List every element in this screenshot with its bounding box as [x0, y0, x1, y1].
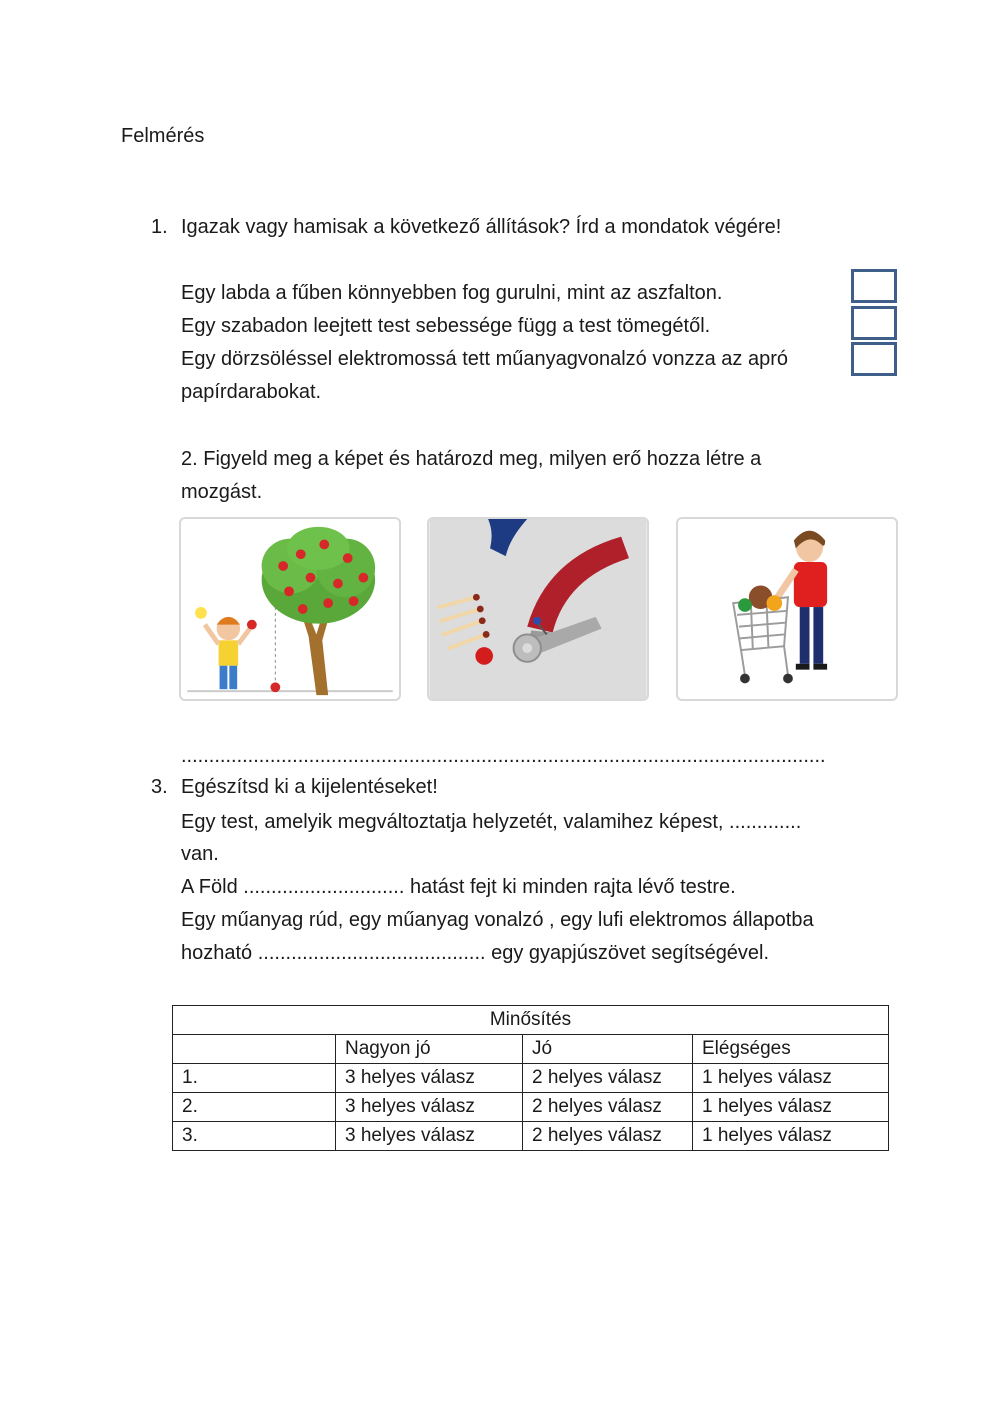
grading-table: [172, 1005, 889, 1151]
q3-number: 3.: [151, 776, 168, 798]
child-pushing-cart-picture: [676, 517, 898, 701]
q3-line-4: Egy műanyag rúd, egy műanyag vonalzó , egy lufi elektromos állapotba: [181, 909, 814, 931]
q1-statement-3-cont: papírdarabokat.: [181, 381, 322, 403]
answer-box-2[interactable]: [851, 306, 897, 340]
q3-line-5: hozható ......................................... egy gyapjúszövet segítségével.: [181, 942, 770, 964]
q1-number: 1.: [151, 216, 168, 238]
table-cell: 2 helyes válasz: [523, 1122, 693, 1151]
table-cell: 3 helyes válasz: [336, 1122, 523, 1151]
grading-header-cell: Nagyon jó: [336, 1035, 523, 1064]
table-cell: 1 helyes válasz: [693, 1093, 889, 1122]
table-cell: 3 helyes válasz: [336, 1064, 523, 1093]
q3-prompt: Egészítsd ki a kijelentéseket!: [181, 776, 438, 798]
table-cell: 2 helyes válasz: [523, 1093, 693, 1122]
q2-prompt-line1: 2. Figyeld meg a képet és határozd meg, milyen erő hozza létre a: [181, 448, 762, 470]
grading-header-cell: Jó: [523, 1035, 693, 1064]
table-cell: 1 helyes válasz: [693, 1064, 889, 1093]
answer-box-3[interactable]: [851, 342, 897, 376]
table-cell: 1.: [173, 1064, 336, 1093]
magnet-attraction-picture: [427, 517, 649, 701]
table-cell: 3 helyes válasz: [336, 1093, 523, 1122]
table-cell: 1 helyes válasz: [693, 1122, 889, 1151]
answer-box-1[interactable]: [851, 269, 897, 303]
q3-line-1: Egy test, amelyik megváltoztatja helyzetét, valamihez képest, .............: [181, 811, 802, 833]
grading-title: Minősítés: [173, 1006, 889, 1035]
grading-header-cell: [173, 1035, 336, 1064]
grading-header-cell: Elégséges: [693, 1035, 889, 1064]
table-row: [173, 1093, 889, 1122]
q1-statement-1: Egy labda a fűben könnyebben fog gurulni, mint az aszfalton.: [181, 282, 723, 304]
q2-answer-line[interactable]: ....................................................................................................................: [181, 745, 826, 767]
table-cell: 3.: [173, 1122, 336, 1151]
q1-prompt: Igazak vagy hamisak a következő állítások? Írd a mondatok végére!: [181, 216, 782, 238]
grading-header-row: [173, 1035, 889, 1064]
table-row: [173, 1122, 889, 1151]
grading-title-row: [173, 1006, 889, 1035]
q1-statement-2: Egy szabadon leejtett test sebessége függ a test tömegétől.: [181, 315, 711, 337]
q3-line-2: van.: [181, 843, 219, 865]
table-cell: 2 helyes válasz: [523, 1064, 693, 1093]
q1-statement-3: Egy dörzsöléssel elektromossá tett műanyagvonalzó vonzza az apró: [181, 348, 788, 370]
table-cell: 2.: [173, 1093, 336, 1122]
q3-line-3: A Föld ............................. hatást fejt ki minden rajta lévő testre.: [181, 876, 736, 898]
q2-prompt-line2: mozgást.: [181, 481, 263, 503]
page-title: Felmérés: [121, 125, 205, 147]
apple-tree-gravity-picture: [179, 517, 401, 701]
table-row: [173, 1064, 889, 1093]
